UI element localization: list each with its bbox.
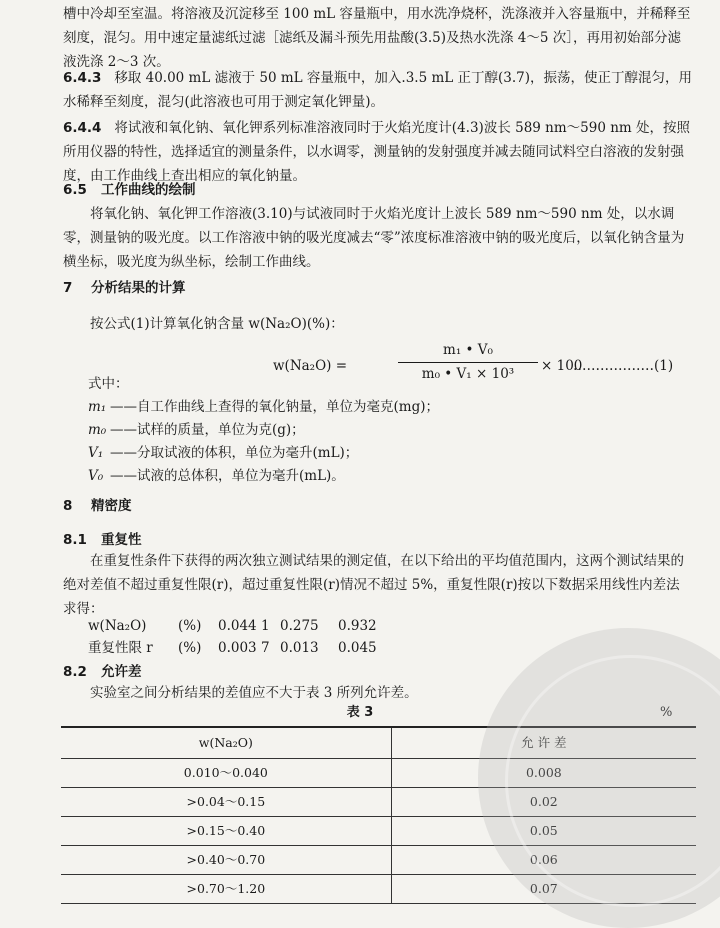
heading-title: 工作曲线的绘制 (101, 182, 196, 198)
fraction-numerator: m₁ • V₀ (398, 340, 538, 363)
heading-title: 分析结果的计算 (91, 280, 186, 296)
table-cell: 0.07 (391, 875, 696, 904)
variable-v0: V₀ ——试液的总体积，单位为毫升(mL)。 (88, 468, 345, 484)
table-header-cell: w(Na₂O) (61, 727, 391, 759)
paragraph-8-2: 实验室之间分析结果的差值应不大于表 3 所列允许差。 (90, 685, 418, 701)
formula-intro: 按公式(1)计算氧化钠含量 w(Na₂O)(%)： (90, 316, 344, 332)
heading-number: 6.5 (63, 182, 87, 198)
table-cell: 0.06 (391, 846, 696, 875)
formula-lhs: w(Na₂O) = (273, 358, 348, 374)
section-number: 6.4.3 (63, 70, 102, 86)
table-title: 表 3 (346, 705, 374, 720)
table-cell: 0.008 (391, 759, 696, 788)
formula-fraction (398, 340, 538, 385)
precision-row-limit: 重复性限 r (%) 0.003 7 0.013 0.045 (88, 640, 377, 656)
table-cell: 0.05 (391, 817, 696, 846)
section-number: 6.4.4 (63, 120, 102, 136)
paragraph-8-1: 在重复性条件下获得的两次独立测试结果的测定值，在以下给出的平均值范围内，这两个测试结果的绝对差值不超过重复性限(r)，超过重复性限(r)情况不超过 5%，重复性限(r)按以下数据采用线性内差法求得： (63, 553, 684, 617)
fraction-denominator: m₀ • V₁ × 10³ (421, 366, 515, 382)
heading-title: 允许差 (101, 664, 142, 680)
formula-1 (63, 336, 693, 396)
variable-m0: m₀ ——试样的质量，单位为克(g)； (88, 422, 305, 438)
section-6-4-3 (63, 66, 693, 114)
variable-v1: V₁ ——分取试液的体积，单位为毫升(mL)； (88, 445, 359, 461)
table-header-cell: 允 许 差 (391, 727, 696, 759)
heading-number: 8.2 (63, 664, 87, 680)
heading-number: 8 (63, 498, 73, 514)
table-cell: >0.04～0.15 (61, 788, 391, 817)
formula-rhs: × 100 (541, 358, 583, 374)
heading-7 (63, 276, 186, 300)
precision-row-content: w(Na₂O) (%) 0.044 1 0.275 0.932 (88, 618, 377, 634)
formula-number: ………………(1) (573, 358, 674, 374)
where-label: 式中： (88, 376, 129, 392)
heading-6-5 (63, 178, 196, 202)
table-cell: >0.15～0.40 (61, 817, 391, 846)
heading-number: 8.1 (63, 532, 87, 548)
section-text: 移取 40.00 mL 滤液于 50 mL 容量瓶中，加入.3.5 mL 正丁醇(3.7)，振荡，使正丁醇混匀，用水稀释至刻度，混匀(此溶液也可用于测定氧化钾量)。 (63, 70, 693, 110)
table-unit: % (660, 705, 673, 720)
table-cell: >0.70～1.20 (61, 875, 391, 904)
paragraph-continued: 槽中冷却至室温。将溶液及沉淀移至 100 mL 容量瓶中，用水洗净烧杯，洗涤液并入容量瓶中，并稀释至刻度，混匀。用中速定量滤纸过滤［滤纸及漏斗预先用盐酸(3.5)及热水洗涤 4～5 次］，再用初始部分滤液洗涤 2～3 次。 (63, 6, 691, 70)
heading-title: 精密度 (91, 498, 132, 514)
heading-number: 7 (63, 280, 73, 296)
variable-m1: m₁ ——自工作曲线上查得的氧化钠量，单位为毫克(mg)； (88, 399, 439, 415)
section-text: 将试液和氧化钠、氧化钾系列标准溶液同时于火焰光度计(4.3)波长 589 nm～590 nm 处，按照所用仪器的特性，选择适宜的测量条件，以水调零，测量钠的发射强度并减去随同试料空白溶液的发射强度，由工作曲线上查出相应的氧化钠量。 (63, 120, 691, 184)
table-cell: 0.010～0.040 (61, 759, 391, 788)
table-cell: 0.02 (391, 788, 696, 817)
heading-8 (63, 494, 132, 518)
table-cell: >0.40～0.70 (61, 846, 391, 875)
paragraph-6-5: 将氧化钠、氧化钾工作溶液(3.10)与试液同时于火焰光度计上波长 589 nm～590 nm 处，以水调零，测量钠的吸光度。以工作溶液中钠的吸光度减去“零”浓度标准溶液中钠的吸光度后，以氧化钠含量为横坐标，吸光度为纵坐标，绘制工作曲线。 (63, 206, 685, 270)
heading-title: 重复性 (101, 532, 142, 548)
